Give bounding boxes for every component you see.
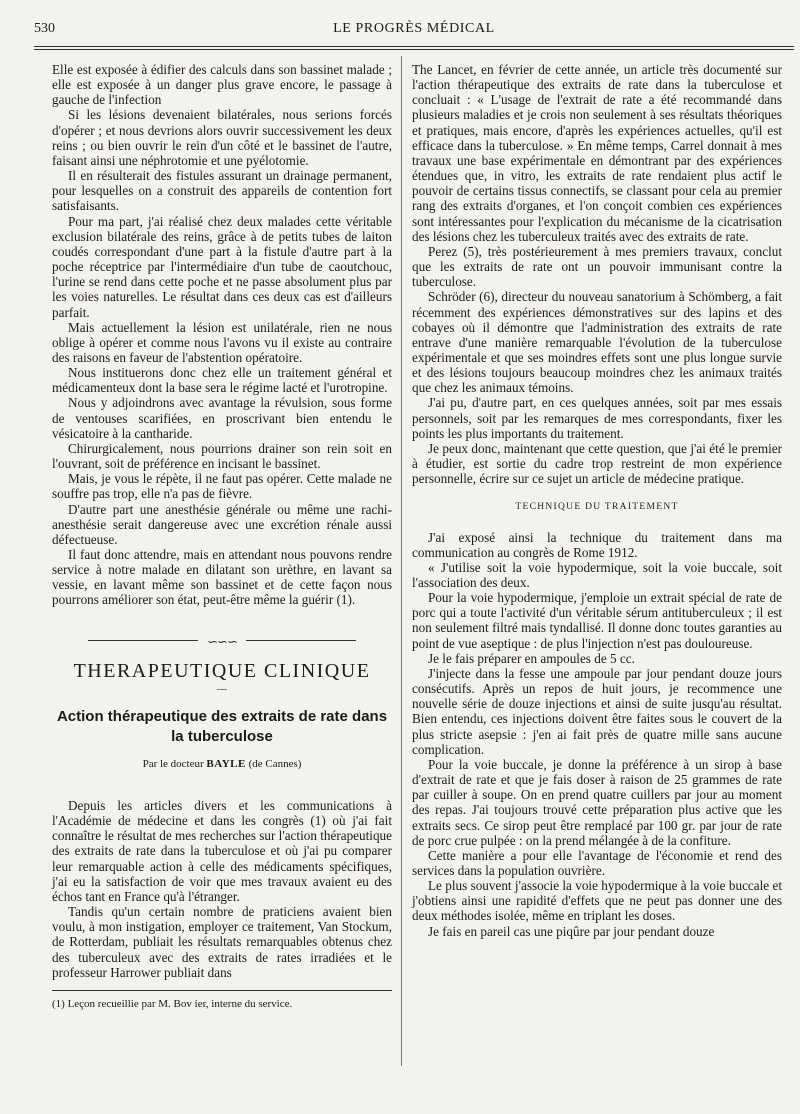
right-column xyxy=(412,62,782,939)
paragraph: Schröder (6), directeur du nouveau sanatorium à Schömberg, a fait récemment des expériences démonstratives sur des lapins et des cobayes où il démontre que l'administration des extraits de rate entrave d'une manière remarquable l'évolution de la tuberculose expérimentale et que ses moindres effets sont une plus longue survie et des lésions toujours beaucoup moindres chez les animaux traités que chez les animaux témoins. xyxy=(412,289,782,396)
running-title: LE PROGRÈS MÉDICAL xyxy=(333,21,495,36)
byline xyxy=(52,757,392,772)
paragraph: Je fais en pareil cas une piqûre par jour pendant douze xyxy=(428,923,715,939)
paragraph: Il faut donc attendre, mais en attendant nous pouvons rendre service à notre malade en dilatant son urèthre, en lavant sa vessie, en lavant même son bassinet et de cette façon nous pourrons améliorer son état, peut-être même la guérir (1). xyxy=(52,547,392,608)
section-ornament xyxy=(52,634,392,648)
paragraph: Je le fais préparer en ampoules de 5 cc. xyxy=(428,650,635,666)
paragraph: Le plus souvent j'associe la voie hypodermique à la voie buccale et j'obtiens ainsi une rapidité d'effets que ne peut pas donner une des deux méthodes isolée, même en triplant les doses. xyxy=(412,878,782,924)
ornament-swirl: ∽∽∽ xyxy=(207,633,237,649)
paragraph: Pour la voie buccale, je donne la préférence à un sirop à base d'extrait de rate et que je fais doser à raison de 25 grammes de rate par cuiller à soupe. On en prend quatre cuillers par jour au moment des repas. J'ai toujours trouvé cette préparation plus active que les extraits secs. Ce sirop peut être remplacé par 100 gr. par jour de rate de porc crue pulpée : on la prend mélangée à de la confiture. xyxy=(412,756,782,848)
page-header xyxy=(34,21,794,43)
header-rule xyxy=(34,46,794,50)
page-number: 530 xyxy=(34,21,55,36)
paragraph: Elle est exposée à édifier des calculs dans son bassinet malade ; elle est exposée à un danger plus grave encore, le passage à gauche de l'infection xyxy=(52,62,392,108)
paragraph: Cette manière a pour elle l'avantage de l'économie et rend des services dans la population ouvrière. xyxy=(412,847,782,878)
section-title: THERAPEUTIQUE CLINIQUE xyxy=(73,659,371,682)
paragraph: Nous y adjoindrons avec avantage la révulsion, sous forme de ventouses scarifiées, en proscrivant bien entendu le vésicatoire à la cantharide. xyxy=(52,395,392,441)
paragraph: Perez (5), très postérieurement à mes premiers travaux, conclut que les extraits de rate ont un pouvoir immunisant contre la tuberculose. xyxy=(412,243,782,290)
paragraph: Je peux donc, maintenant que cette question, que j'ai été le premier à étudier, est sortie du cadre trop restreint de mon expérience personnelle, écrire sur ce sujet un article de médecine pratique. xyxy=(412,440,782,487)
paragraph: Il en résulterait des fistules assurant un drainage permanent, pour lesquelles on a construit des appareils de contention fort satisfaisants. xyxy=(52,168,392,214)
paragraph: Mais actuellement la lésion est unilatérale, rien ne nous oblige à opérer et comme nous l'avons vu il existe au contraire des raisons en faveur de l'abstention opératoire. xyxy=(52,319,392,365)
paragraph: Nous instituerons donc chez elle un traitement général et médicamenteux dont la base sera le régime lacté et l'urotropine. xyxy=(52,365,392,396)
byline-prefix: Par le docteur xyxy=(142,757,204,770)
footnote: (1) Leçon recueillie par M. Bov ier, interne du service. xyxy=(52,997,293,1010)
paragraph: D'autre part une anesthésie générale ou même une rachi-anesthésie serait dangereuse avec une excrétion rénale aussi défectueuse. xyxy=(52,501,392,547)
article-title: Action thérapeutique des extraits de rate dans la tuberculose xyxy=(56,707,388,745)
paragraph: Depuis les articles divers et les communications à l'Académie de médecine et dans les congrès (1) où j'ai fait connaître le résultat de mes recherches sur l'action thérapeutique des extraits de rate dans la tuberculose et où j'ai pu comparer leur remarquable action à celle des médicaments spécifiques, j'ai eu la satisfaction de voir que mes travaux avaient eu des échos tant en France qu'à l'étranger. xyxy=(52,797,392,904)
paragraph: J'injecte dans la fesse une ampoule par jour pendant douze jours consécutifs. Après un repos de huit jours, je recommence une nouvelle série de douze injections et ainsi de suite jusqu'au résultat. Bien entendu, ces injections doivent être faites sous le couvert de la plus stricte asepsie : j'en ai fait près de quatre mille sans aucune complication. xyxy=(412,665,782,757)
footnote-rule xyxy=(52,990,392,991)
paragraph: Pour la voie hypodermique, j'emploie un extrait spécial de rate de porc qui a toute l'activité d'un véritable sérum antituberculeux ; il est non seulement filtré mais tyndallisé. Il donne donc toutes garanties au point de vue aseptique : de plus l'injection n'est pas douloureuse. xyxy=(412,590,782,651)
byline-author: BAYLE xyxy=(206,757,246,770)
column-divider xyxy=(401,56,402,1066)
subheading: TECHNIQUE DU TRAITEMENT xyxy=(515,502,679,513)
paragraph: J'ai pu, d'autre part, en ces quelques années, soit par mes essais personnels, soit par les remarques de mes correspondants, fixer les points les plus importants du traitement. xyxy=(412,395,782,441)
ornament-rule-left xyxy=(88,640,198,641)
paragraph: Mais, je vous le répète, il ne faut pas opérer. Cette malade ne souffre pas trop, elle n'a pas de fièvre. xyxy=(52,471,392,502)
paragraph: Si les lésions devenaient bilatérales, nous serions forcés d'opérer ; et nous devrions alors ouvrir successivement les deux reins ; ou bien ouvrir le rein d'un côté et le bassinet de l'autre, faisant ainsi une néphrotomie et une pyélotomie. xyxy=(52,107,392,168)
ornament-rule-right xyxy=(246,640,356,641)
byline-suffix: (de Cannes) xyxy=(248,757,302,770)
paragraph: Tandis qu'un certain nombre de praticiens avaient bien voulu, à mon instigation, employer ce traitement, Van Stockum, de Rotterdam, publiait les résultats remarquables obtenus chez des tuberculeux avec des extraits de rates irradiées et le professeur Harrower publiait dans xyxy=(52,904,392,980)
paragraph: Pour ma part, j'ai réalisé chez deux malades cette véritable exclusion bilatérale des reins, grâce à de petits tubes de laiton coudés correspondant d'une part à la fistule d'autre part à la poche réceptrice par l'intermédiaire d'un tube de caoutchouc, l'urine se rend dans cette poche et ne passe absolument plus par les voies naturelles. Le résultat dans ces deux cas est d'ailleurs parfait. xyxy=(52,213,392,320)
title-dash: — xyxy=(217,683,227,695)
paragraph: J'ai exposé ainsi la technique du traitement dans ma communication au congrès de Rome 1912. xyxy=(412,529,782,560)
paragraph: Chirurgicalement, nous pourrions drainer son rein soit en l'ouvrant, soit de préférence en incisant le bassinet. xyxy=(52,440,392,472)
paragraph: The Lancet, en février de cette année, un article très documenté sur l'action thérapeutique des extraits de rate dans la tuberculose et concluait : « L'usage de l'extrait de rate a été recommandé dans plusieurs maladies et je crois non seulement à ses résultats théoriques et pratiques, mais encore, d'après les expériences actuelles, qu'il est efficace dans la tuberculose. » En même temps, Carrel donnait à mes travaux une base expérimentale en démontrant par des expériences étendues que, in vitro, les extraits de rate rendaient plus actif le pouvoir de certains tissus connectifs, se classant pour cela au premier rang des extraits d'organes, et l'on conçoit combien ces expériences sont intéressantes pour l'explication du mécanisme de la cicatrisation des lésions chez les tuberculeux traités avec des extraits de rate. xyxy=(412,62,782,244)
paragraph: « J'utilise soit la voie hypodermique, soit la voie buccale, soit l'association des deux. xyxy=(412,559,782,590)
left-column xyxy=(52,62,392,1012)
